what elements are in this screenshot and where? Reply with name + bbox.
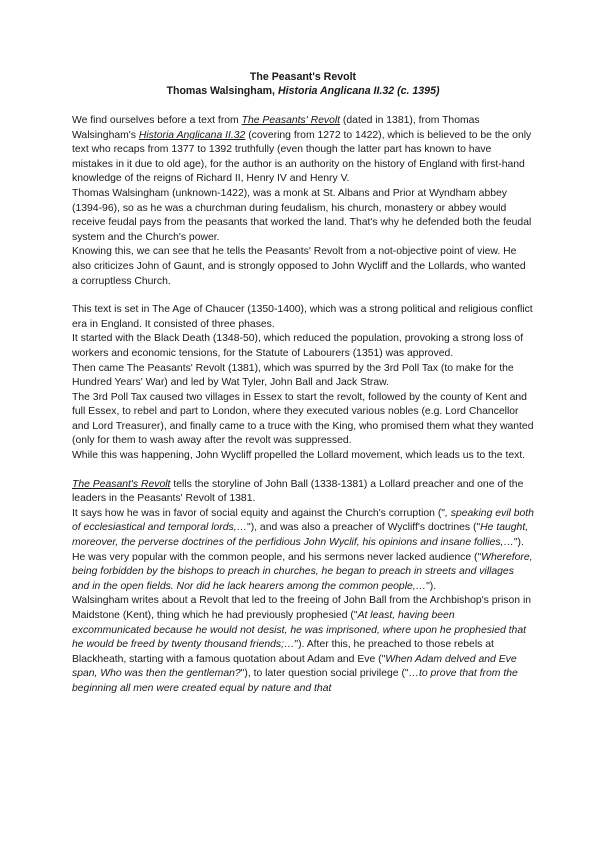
paragraph-10-text-a: It says how he was in favor of social equity and against the Church's corruption (" [72, 507, 445, 519]
link-historia-anglicana[interactable]: Historia Anglicana II.32 [138, 129, 246, 141]
subtitle-author: Thomas Walsingham, [166, 85, 276, 97]
document-header [72, 70, 534, 98]
document-title: The Peasant's Revolt [249, 71, 357, 83]
paragraph-3: Knowing this, we can see that he tells the Peasants' Revolt from a not-objective point of view. He also criticizes John of Gaunt, and is strongly opposed to John Wycliff and the Lollards, who wanted a corruptless Church. [72, 246, 526, 287]
paragraph-12-text-b: "). After this, he preached to those rebels at Blackheath, starting with a famous quotation about Adam and Eve (" [72, 639, 494, 665]
paragraph-10 [72, 507, 534, 551]
paragraph-1-text-c: (covering from 1272 to 1422), which is believed to be the only text who recaps from 1377 to 1392 truthfully (even though the latter part has known to have mistakes in it due to old age), for the author is an authority on the history of England with first-hand knowledge of the reigns of Richard II, Henry IV and Henry V. [72, 129, 532, 185]
paragraph-7: The 3rd Poll Tax caused two villages in Essex to start the revolt, followed by the county of Kent and full Essex, to rebel and part to London, where they executed various nobles (e.g. Lord Chancellor and Lord Treasurer), and finally came to a truce with the King, who promised them what they wanted (only for them to wash away after the revolt was suppressed. [72, 391, 534, 447]
paragraph-11-text-b: "). [426, 580, 437, 592]
subtitle-work: Historia Anglicana II.32 (c. 1395) [277, 85, 440, 97]
quote-equality: …to prove that from the beginning all men were created equal by nature and that [72, 668, 518, 694]
paragraph-1-text-b: (dated in 1381), from Thomas Walsingham's [72, 115, 480, 141]
paragraph-9 [72, 478, 534, 507]
document-subtitle [72, 84, 534, 98]
quote-wyclif-doctrines: He taught, moreover, the perverse doctrines of the perfidious John Wyclif, his opinions and insane follies,… [72, 522, 529, 549]
link-the-peasants-revolt[interactable]: The Peasant's Revolt [72, 478, 171, 490]
quote-prophecy: At least, having been excommunicated because he would not desist, he was imprisoned, where upon he prophesied that he would be freed by twenty thousand friends;… [72, 610, 527, 651]
quote-preaching: Wherefore, being forbidden by the bishops to preach in churches, he began to preach in streets and villages and in the open fields. Nor did he lack hearers among the common people,… [72, 551, 533, 592]
quote-adam-eve: When Adam delved and Eve span, Who was then the gentleman? [72, 653, 517, 680]
paragraph-11 [72, 551, 534, 595]
paragraph-10-text-b: "), and was also a preacher of Wycliff's doctrines (" [247, 522, 481, 534]
paragraph-12-text-c: "), to later question social privilege (" [240, 668, 409, 680]
paragraph-11-text-a: He was very popular with the common people, and his sermons never lacked audience (" [72, 551, 482, 563]
paragraph-5: It started with the Black Death (1348-50), which reduced the population, provoking a strong loss of workers and economic tensions, for the Statute of Labourers (1351) was approved. [72, 333, 524, 359]
paragraph-12 [72, 594, 534, 696]
paragraph-4: This text is set in The Age of Chaucer (1350-1400), which was a strong political and religious conflict era in England. It consisted of three phases. [72, 304, 533, 330]
paragraph-9-text: tells the storyline of John Ball (1338-1381) a Lollard preacher and one of the leaders in the Peasants' Revolt of 1381. [72, 478, 524, 505]
paragraph-12-text-a: Walsingham writes about a Revolt that led to the freeing of John Ball from the Archbishop's prison in Maidstone (Kent), thing which he had previously prophesied (" [72, 595, 532, 621]
paragraph-1 [72, 114, 534, 187]
paragraph-1-text-a: We find ourselves before a text from [72, 115, 242, 126]
paragraph-gap [72, 289, 534, 303]
paragraph-8: While this was happening, John Wycliff propelled the Lollard movement, which leads us to the text. [72, 450, 526, 462]
paragraph-10-text-c: "). [513, 537, 524, 549]
paragraph-2: Thomas Walsingham (unknown-1422), was a monk at St. Albans and Prior at Wyndham abbey (1394-96), so as he was a churchman during feudalism, his church, monastery or abbey would receive feudal pays from the peasants that worked the land. That's why he defended both the feudal system and the Church's power. [72, 187, 532, 243]
quote-evil-lords: , speaking evil both of ecclesiastical and temporal lords,… [72, 507, 534, 534]
paragraph-6: Then came The Peasants' Revolt (1381), which was spurred by the 3rd Poll Tax (to make for the Hundred Years' War) and led by Wat Tyler, John Ball and Jack Straw. [72, 362, 514, 389]
paragraph-gap [72, 464, 534, 478]
link-peasants-revolt[interactable]: The Peasants' Revolt [241, 115, 341, 126]
